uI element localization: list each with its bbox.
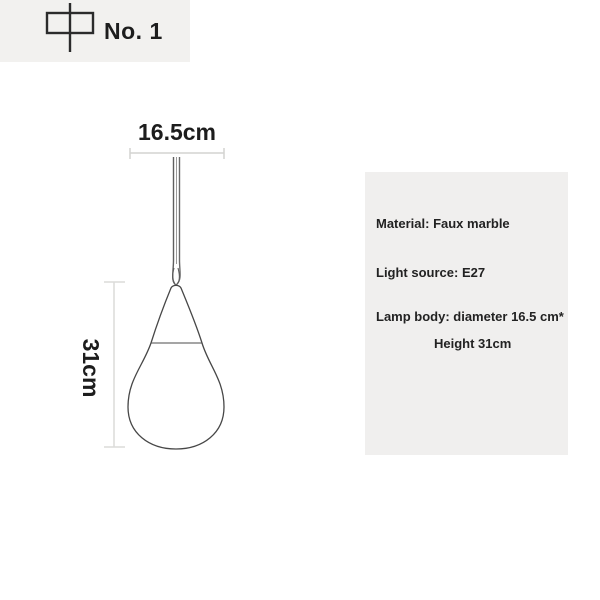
spec-material: Material: Faux marble <box>376 216 510 231</box>
lamp-body-outline <box>128 285 224 449</box>
lamp-cord <box>173 157 181 285</box>
height-dimension-line <box>104 282 125 447</box>
product-number-badge <box>0 0 190 62</box>
spec-height: Height 31cm <box>434 336 512 351</box>
width-dimension-label: 16.5cm <box>137 119 216 145</box>
pendant-lamp-drawing <box>0 100 280 470</box>
spec-lamp-body: Lamp body: diameter 16.5 cm* <box>376 309 564 324</box>
spec-light-source: Light source: E27 <box>376 265 486 280</box>
spec-panel <box>365 172 568 455</box>
height-dimension-label: 31cm <box>78 338 104 398</box>
plan-symbol-icon <box>40 0 100 62</box>
product-number-label: No. 1 <box>104 17 163 44</box>
